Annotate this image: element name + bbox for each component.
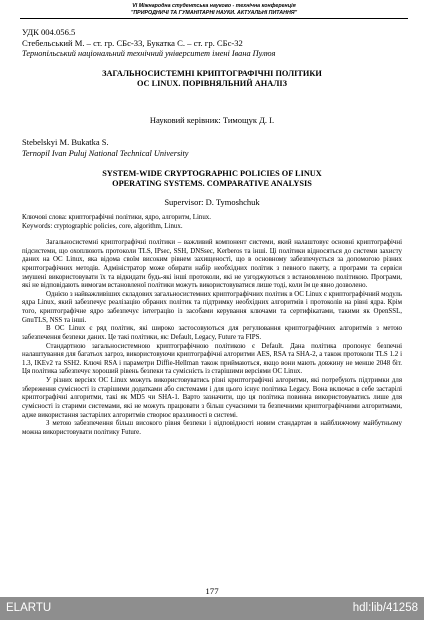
authors-uk: Стебельський М. – ст. гр. СБс-33, Букатка С. – ст. гр. СБс-32	[22, 38, 243, 48]
body-paragraph: Стандартною загальносистемною криптографічною політикою є Default. Дана політика пропонує безпечні налаштування для багатьох загроз, використовуючи криптографічні алгоритми AES, RSA та SHA-2, а також протоколи TLS 1.2 і 1.3, IKEv2 та SSH2. Ключі RSA і параметри Diffie-Hellman також приймаються, якщо вони мають довжину не менше 2048 біт. Ця політика забезпечує хороший рівень безпеки та сумісність із старішими версіями ОС Linux.	[22, 342, 402, 376]
header-divider	[20, 18, 408, 19]
title-uk-line-2: ОС LINUX. ПОРІВНЯЛЬНИЙ АНАЛІЗ	[136, 79, 288, 88]
title-en	[22, 169, 402, 189]
conference-line-2: "ПРИРОДНИЧІ ТА ГУМАНІТАРНІ НАУКИ. АКТУАЛЬНІ ПИТАННЯ"	[130, 10, 298, 16]
authors-en: Stebelskyi M. Bukatka S.	[22, 137, 109, 147]
supervisor-uk: Науковий керівник: Тимощук Д. І.	[149, 115, 275, 125]
title-en-line-2: OPERATING SYSTEMS. COMPARATIVE ANALYSIS	[112, 179, 312, 188]
university-en: Ternopil Ivan Puluj National Technical University	[22, 149, 189, 158]
title-en-line-1: SYSTEM-WIDE CRYPTOGRAPHIC POLICIES OF LINUX	[102, 169, 322, 178]
udk-code: УДК 004.056.5	[22, 27, 76, 37]
title-uk	[22, 69, 402, 89]
body-paragraph: З метою забезпечення більш високого рівня безпеки і відповідності новим стандартам в найближчому майбутньому можна використовувати політику Future.	[22, 420, 402, 436]
article-body	[22, 239, 402, 437]
handle-identifier: hdl:lib/41258	[352, 602, 418, 614]
page-number: 177	[205, 586, 219, 596]
body-paragraph: У різних версіях ОС Linux можуть використовуватись різні криптографічні алгоритми, які потребують підтримки для збереження сумісності із старішими додатками або системами і для цього існує політика Legacy. Вона включає в себе застарілі криптографічні алгоритми, такі як MD5 чи SHA-1. Варто зазначити, що ця політика повинна використовуватись лише для сумісності із старими системами, які не можуть працювати з більш сучасними та безпечними криптографічними алгоритмами, адже використання застарілих алгоритмів створює вразливості в системі.	[22, 377, 402, 419]
title-uk-line-1: ЗАГАЛЬНОСИСТЕМНІ КРИПТОГРАФІЧНІ ПОЛІТИКИ	[102, 69, 322, 78]
conference-header	[20, 3, 408, 17]
body-paragraph: Загальносистемні криптографічні політики – важливий компонент системи, який налаштовує основні криптографічні підсистеми, що охоплюють протоколи TLS, IPsec, SSH, DNSsec, Kerberos та інші. Ці політики відносяться до системи захисту даних на ОС Linux, яка відома своїм високим рівнем захищеності, що в основному забезпечується за допомогою різних криптографічних методів. Адміністратор може обирати набір необхідних політик з певного пакету, а програми та сервіси змушені використовувати їх та відкидати будь-які інші протоколи, які не узгоджуються з встановленою політикою. Програми, які не відповідають вимогам встановленої політики можуть використовуватися лише тоді, коли їм це явно дозволено.	[22, 239, 402, 290]
body-paragraph: В ОС Linux є ряд політик, які широко застосовуються для регулювання криптографічних алгоритмів з метою забезпечення безпеки даних. Це такі політики, як: Default, Legacy, Future та FIPS.	[22, 325, 402, 341]
supervisor-en: Supervisor: D. Tymoshchuk	[164, 197, 260, 207]
university-uk: Тернопільський національний технічний університет імені Івана Пулюя	[22, 49, 276, 58]
repository-footer	[0, 597, 424, 620]
conference-line-1: VI Міжнародна студентська науково - технічна конференція	[132, 3, 296, 9]
keywords-en: Keywords: cryptographic policies, core, algorithm, Linux.	[22, 223, 183, 230]
repository-name: ELARTU	[6, 602, 52, 614]
keywords-uk: Ключові слова: криптографічні політики, ядро, алгоритм, Linux.	[22, 214, 211, 221]
body-paragraph: Однією з найважливіших складових загальносистемних криптографічних політик в ОС Linux є криптографічний модуль ядра Linux, який забезпечує реалізацію обраних політик та підтримку необхідних алгоритмів і протоколів на рівні ядра. Крім того, криптографічне ядро забезпечує інтеграцію із засобами керування ключами та сертифікатами, такими як OpenSSL, GnuTLS, NSS та інші.	[22, 290, 402, 324]
